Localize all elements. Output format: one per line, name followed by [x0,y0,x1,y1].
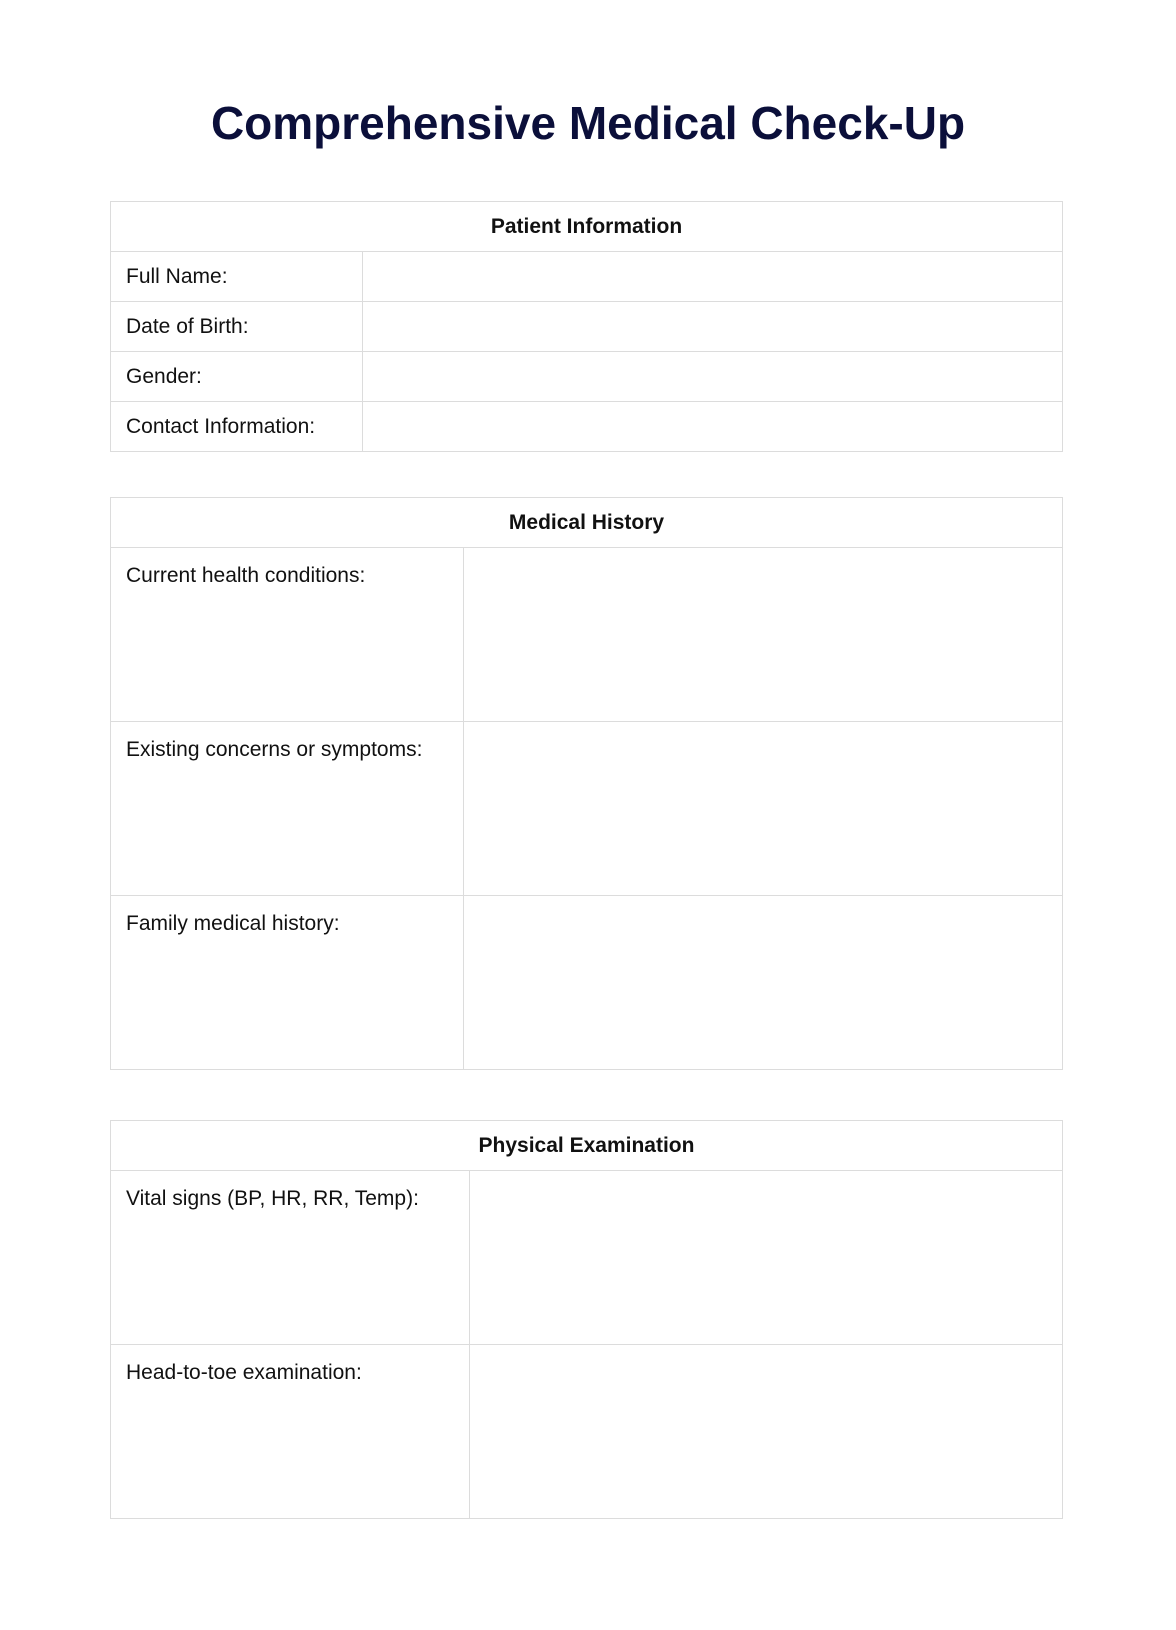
table-row [111,352,1063,402]
table-row [111,1345,1063,1519]
table-row [111,302,1063,352]
field-label: Family medical history: [111,896,464,1070]
physical-examination-table [110,1120,1063,1519]
gender-field[interactable] [363,352,1063,402]
table-row [111,1171,1063,1345]
field-label: Date of Birth: [111,302,363,352]
table-row [111,896,1063,1070]
field-label: Current health conditions: [111,548,464,722]
field-label: Existing concerns or symptoms: [111,722,464,896]
section-heading: Medical History [111,498,1063,548]
vital-signs-field[interactable] [470,1171,1063,1345]
field-label: Head-to-toe examination: [111,1345,470,1519]
table-row [111,548,1063,722]
page-title: Comprehensive Medical Check-Up [210,97,966,149]
table-row [111,402,1063,452]
existing-concerns-field[interactable] [464,722,1063,896]
table-row [111,252,1063,302]
full-name-field[interactable] [363,252,1063,302]
medical-history-table [110,497,1063,1070]
family-medical-history-field[interactable] [464,896,1063,1070]
date-of-birth-field[interactable] [363,302,1063,352]
field-label: Full Name: [111,252,363,302]
section-heading: Patient Information [111,202,1063,252]
head-to-toe-examination-field[interactable] [470,1345,1063,1519]
current-health-conditions-field[interactable] [464,548,1063,722]
field-label: Gender: [111,352,363,402]
field-label: Vital signs (BP, HR, RR, Temp): [111,1171,470,1345]
contact-information-field[interactable] [363,402,1063,452]
section-heading: Physical Examination [111,1121,1063,1171]
field-label: Contact Information: [111,402,363,452]
table-row [111,722,1063,896]
patient-information-table [110,201,1063,452]
